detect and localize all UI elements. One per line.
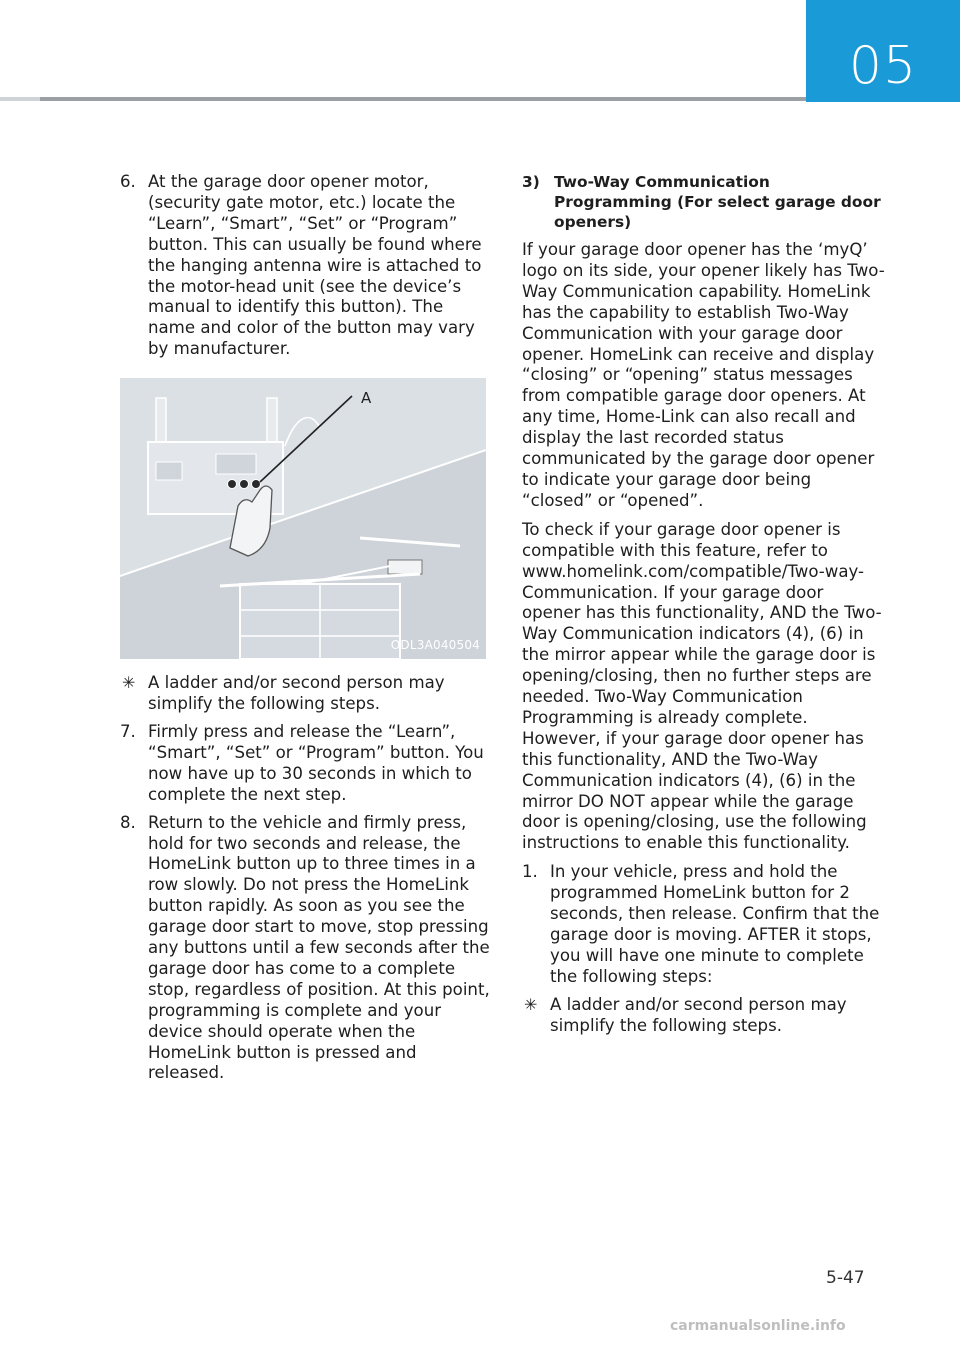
page-number: 5-47 <box>826 1268 865 1288</box>
garage-opener-figure <box>120 378 486 659</box>
step-number: 8. <box>120 812 136 832</box>
note-mark-icon: ✳ <box>524 994 538 1014</box>
step-8 <box>120 813 490 1085</box>
section-heading <box>522 172 886 232</box>
note-text: A ladder and/or second person may simplify the following steps. <box>550 994 847 1035</box>
header-rule <box>0 97 806 101</box>
left-column <box>120 172 490 1091</box>
heading-number: 3) <box>522 173 540 191</box>
step-6 <box>120 172 490 360</box>
step-number: 7. <box>120 721 136 741</box>
chapter-tab: 05 <box>806 0 960 102</box>
heading-text: Two-Way Communication Programming (For select garage door openers) <box>554 173 881 231</box>
note-2 <box>522 995 886 1037</box>
step-text: At the garage door opener motor, (security gate motor, etc.) locate the “Learn”, “Smart”, “Set” or “Program” button. This can usually be found where the hanging antenna wire is attached to the motor-head unit (see the device’s manual to identify this button). The name and color of the button may vary by manufacturer. <box>148 172 482 359</box>
step-7 <box>120 722 490 806</box>
step-number: 1. <box>522 862 538 882</box>
step-text: Firmly press and release the “Learn”, “Smart”, “Set” or “Program” button. You now have up to 30 seconds in which to complete the next step. <box>148 721 484 804</box>
step-text: Return to the vehicle and firmly press, hold for two seconds and release, the HomeLink button up to three times in a row slowly. Do not press the HomeLink button rapidly. As soon as you see the garage door start to move, stop pressing any buttons until a few seconds after the garage door has come to a complete stop, regardless of position. At this point, programming is complete and your device should operate when the HomeLink button is pressed and released. <box>148 812 490 1083</box>
step-text: In your vehicle, press and hold the programmed HomeLink button for 2 seconds, then release. Confirm that the garage door is moving. AFTER it stops, you will have one minute to complete the following steps: <box>550 862 880 986</box>
step-1 <box>522 862 886 987</box>
note-1 <box>120 673 490 715</box>
garage-opener-illustration <box>120 378 486 659</box>
step-number: 6. <box>120 172 136 191</box>
paragraph-compatibility: To check if your garage door opener is compatible with this feature, refer to www.homelink.com/compatible/Two-way-Communication. If your garage door opener has this functionality, AND the Two-Way Communication indicators (4), (6) in the mirror appear while the garage door is opening/closing, then no further steps are needed. Two-Way Communication Programming is already complete. However, if your garage door opener has this functionality, AND the Two-Way Communication indicators (4), (6) in the mirror DO NOT appear while the garage door is opening/closing, use the following instructions to enable this functionality. <box>522 519 882 853</box>
note-text: A ladder and/or second person may simplify the following steps. <box>148 673 445 714</box>
header-rule-accent <box>0 97 40 101</box>
note-mark-icon: ✳ <box>122 673 136 693</box>
right-column <box>522 172 886 1044</box>
paragraph-capability: If your garage door opener has the ‘myQ’ logo on its side, your opener likely has Two-Way Communication capability. HomeLink has the capability to establish Two-Way Communication with your garage door opener. HomeLink can receive and display “closing” or “opening” status messages from compatible garage door openers. At any time, Home-Link can also recall and display the last recorded status communicated by the garage door opener to indicate your garage door being “closed” or “opened”. <box>522 240 885 510</box>
svg-text:A: A <box>361 389 372 408</box>
figure-code: ODL3A040504 <box>390 638 480 653</box>
watermark: carmanualsonline.info <box>670 1318 846 1334</box>
